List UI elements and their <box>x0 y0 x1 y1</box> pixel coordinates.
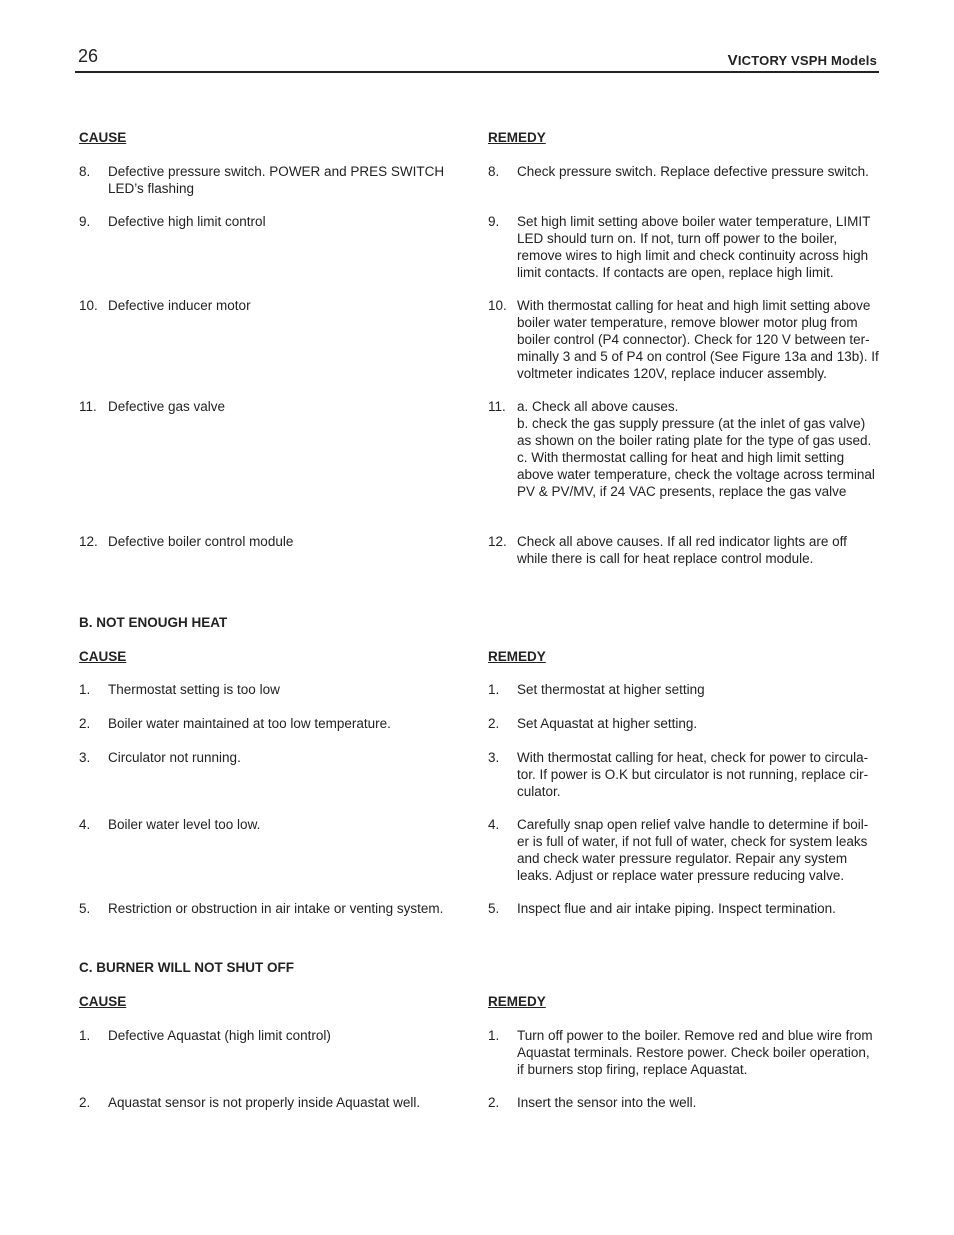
remedy-text: Set Aquastat at higher setting. <box>517 716 698 731</box>
section-title: B. NOT ENOUGH HEAT <box>79 615 228 630</box>
remedy-text: Turn off power to the boiler. Remove red and blue wire from Aquastat terminals. Restore power. Check boiler operation, if burners stop firing, replace Aquastat. <box>517 1028 873 1077</box>
cause-text: Defective Aquastat (high limit control) <box>108 1028 331 1043</box>
cause-text: Boiler water level too low. <box>108 817 261 832</box>
remedy-text: With thermostat calling for heat and high limit setting above boiler water temperature, remove blower motor plug from boiler control (P4 connector). Check for 120 V between ter-minally 3 and 5 of P4 on control (See Figure 13a and 13b). If voltmeter indicates 120V, replace inducer assembly. <box>517 298 879 381</box>
brand-initial: V <box>727 52 738 69</box>
cause-text: Defective gas valve <box>108 399 226 414</box>
remedy-heading: REMEDY <box>488 649 546 664</box>
cause-number: 5. <box>79 901 91 916</box>
cause-number: 10. <box>79 298 98 313</box>
cause-text: Defective inducer motor <box>108 298 251 313</box>
remedy-text: Insert the sensor into the well. <box>517 1095 697 1110</box>
remedy-number: 11. <box>488 399 506 414</box>
cause-heading: CAUSE <box>79 994 127 1009</box>
remedy-text: Carefully snap open relief valve handle to determine if boil-er is full of water, if not full of water, check for system leaks and check water pressure regulator. Repair any system leaks. Adjust or replace water pressure reducing valve. <box>517 817 869 883</box>
remedy-text: Set thermostat at higher setting <box>517 682 705 697</box>
remedy-text: Inspect flue and air intake piping. Inspect termination. <box>517 901 836 916</box>
cause-text: Defective pressure switch. POWER and PRES SWITCH LED’s flashing <box>108 164 445 196</box>
remedy-text: a. Check all above causes. b. check the gas supply pressure (at the inlet of gas valve) as shown on the boiler rating plate for the type of gas used. c. With thermostat calling for heat and high limit setting above water temperature, check the voltage across terminal PV & PV/MV, if 24 VAC presents, replace the gas valve <box>517 399 875 499</box>
document-title <box>728 52 877 69</box>
remedy-number: 3. <box>488 750 500 765</box>
remedy-number: 9. <box>488 214 500 229</box>
cause-number: 8. <box>79 164 91 179</box>
remedy-text: With thermostat calling for heat, check for power to circula-tor. If power is O.K but circulator is not running, replace cir-culator. <box>517 750 869 799</box>
cause-heading: CAUSE <box>79 649 127 664</box>
remedy-text: Check pressure switch. Replace defective pressure switch. <box>517 164 869 179</box>
remedy-text: Check all above causes. If all red indicator lights are off while there is call for heat replace control module. <box>517 534 847 566</box>
cause-text: Restriction or obstruction in air intake or venting system. <box>108 901 444 916</box>
cause-number: 4. <box>79 817 91 832</box>
brand-suffix: Models <box>831 53 877 68</box>
remedy-number: 10. <box>488 298 507 313</box>
cause-number: 1. <box>79 1028 91 1043</box>
remedy-number: 1. <box>488 1028 500 1043</box>
remedy-number: 2. <box>488 716 500 731</box>
cause-number: 9. <box>79 214 91 229</box>
cause-number: 2. <box>79 1095 91 1110</box>
cause-number: 1. <box>79 682 91 697</box>
cause-text: Aquastat sensor is not properly inside Aquastat well. <box>108 1095 421 1110</box>
remedy-heading: REMEDY <box>488 994 546 1009</box>
cause-text: Boiler water maintained at too low temperature. <box>108 716 391 731</box>
remedy-number: 2. <box>488 1095 500 1110</box>
brand-name: ICTORY VSPH <box>737 53 828 68</box>
section-title: C. BURNER WILL NOT SHUT OFF <box>79 960 294 975</box>
cause-number: 12. <box>79 534 98 549</box>
header-divider <box>75 71 879 73</box>
remedy-number: 12. <box>488 534 507 549</box>
remedy-number: 5. <box>488 901 500 916</box>
cause-text: Thermostat setting is too low <box>108 682 280 697</box>
remedy-number: 4. <box>488 817 500 832</box>
remedy-number: 1. <box>488 682 500 697</box>
cause-heading: CAUSE <box>79 130 127 145</box>
remedy-text: Set high limit setting above boiler water temperature, LIMIT LED should turn on. If not, turn off power to the boiler, remove wires to high limit and check continuity across high limit contacts. If contacts are open, replace high limit. <box>517 214 871 280</box>
cause-number: 3. <box>79 750 91 765</box>
page-number: 26 <box>78 46 99 66</box>
remedy-number: 8. <box>488 164 500 179</box>
cause-text: Circulator not running. <box>108 750 241 765</box>
cause-text: Defective boiler control module <box>108 534 294 549</box>
cause-text: Defective high limit control <box>108 214 266 229</box>
cause-number: 2. <box>79 716 91 731</box>
cause-number: 11. <box>79 399 97 414</box>
remedy-heading: REMEDY <box>488 130 546 145</box>
